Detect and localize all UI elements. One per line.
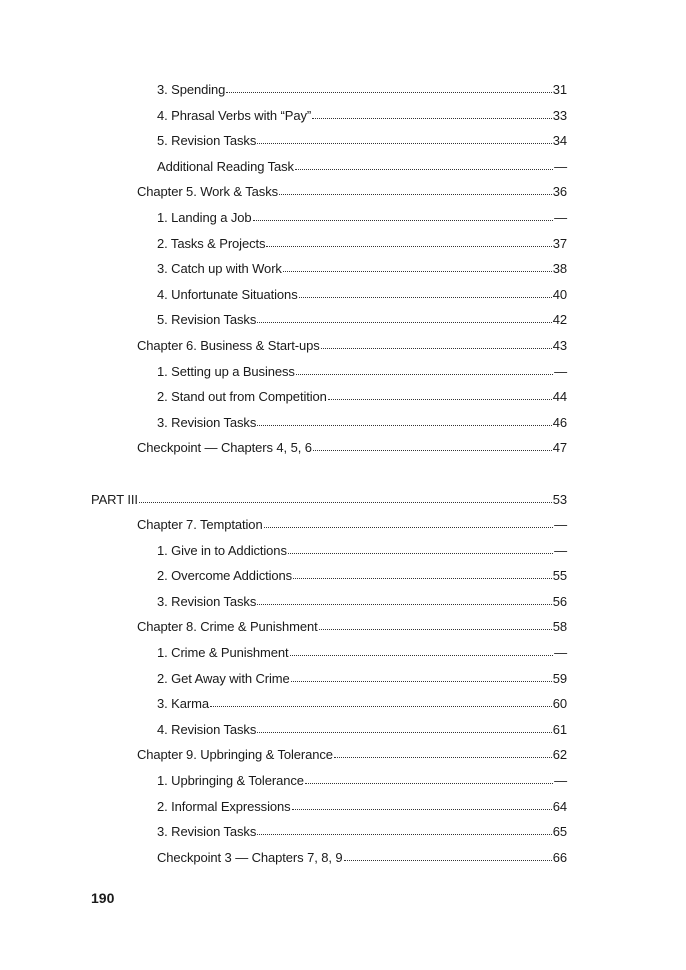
toc-entry xyxy=(0,742,686,768)
dot-leader xyxy=(299,296,552,298)
dot-leader xyxy=(291,680,552,682)
toc-entry xyxy=(0,77,686,103)
toc-entry xyxy=(0,487,686,513)
toc-entry-title: PART III xyxy=(91,491,138,507)
toc-entry-title: Chapter 5. Work & Tasks xyxy=(137,184,278,200)
dot-leader xyxy=(253,219,554,221)
dot-leader xyxy=(257,321,552,323)
toc-entry-page: 56 xyxy=(552,593,567,609)
toc-entry-page: 58 xyxy=(552,619,567,635)
toc-entry xyxy=(0,410,686,436)
toc-entry-title: 3. Revision Tasks xyxy=(157,824,257,840)
toc-entry xyxy=(0,666,686,692)
toc-entry xyxy=(0,614,686,640)
toc-entry-page: 40 xyxy=(552,286,567,302)
dot-leader xyxy=(334,756,552,758)
toc-entry xyxy=(0,589,686,615)
dot-leader xyxy=(257,833,552,835)
toc-entry xyxy=(0,359,686,385)
toc-entry xyxy=(0,231,686,257)
dot-leader xyxy=(257,424,552,426)
toc-entry xyxy=(0,563,686,589)
toc-entry xyxy=(0,128,686,154)
toc-entry-title: 3. Spending xyxy=(157,82,226,97)
toc-entry-title: Checkpoint — Chapters 4, 5, 6 xyxy=(137,440,312,456)
toc-entry-page: 38 xyxy=(552,261,567,277)
toc-entry-title: Additional Reading Task xyxy=(157,158,294,174)
dot-leader xyxy=(279,193,552,195)
toc-entry xyxy=(0,768,686,794)
toc-entry-title: 2. Get Away with Crime xyxy=(157,670,290,686)
toc-entry-title: 1. Crime & Punishment xyxy=(157,645,289,661)
toc-entry-title: 3. Karma xyxy=(157,696,209,712)
toc-entry xyxy=(0,538,686,564)
toc-entry-title: 1. Setting up a Business xyxy=(157,363,295,379)
toc-entry-page: 47 xyxy=(552,440,567,456)
toc-entry-title: 2. Overcome Addictions xyxy=(157,568,293,584)
dot-leader xyxy=(257,142,552,144)
toc-entry xyxy=(0,179,686,205)
toc-entry xyxy=(0,154,686,180)
toc-entry-title: 3. Revision Tasks xyxy=(157,593,257,609)
toc-entry-page: 37 xyxy=(552,235,567,251)
toc-entry-title: 2. Tasks & Projects xyxy=(157,235,266,251)
toc-entry-title: Chapter 6. Business & Start-ups xyxy=(137,337,320,353)
dot-leader xyxy=(344,859,552,861)
toc-entry-page: — xyxy=(554,158,567,174)
toc-entry-page: — xyxy=(554,542,567,558)
toc-entry-page: 66 xyxy=(552,849,567,865)
toc-entry-title: 2. Informal Expressions xyxy=(157,798,291,814)
toc-entry-page: 62 xyxy=(552,747,567,763)
toc-entry xyxy=(0,384,686,410)
toc-entry-page: — xyxy=(554,363,567,379)
toc-entry-title: 5. Revision Tasks xyxy=(157,312,257,328)
toc-entry-title: 2. Stand out from Competition xyxy=(157,389,327,405)
toc-entry-title: 1. Give in to Addictions xyxy=(157,542,287,558)
dot-leader xyxy=(292,808,552,810)
toc-entry-page: 61 xyxy=(552,721,567,737)
toc-entry-title: Checkpoint 3 — Chapters 7, 8, 9 xyxy=(157,849,343,865)
dot-leader xyxy=(328,398,552,400)
toc-entry xyxy=(0,845,686,871)
dot-leader xyxy=(321,347,552,349)
toc-entry-page: — xyxy=(554,209,567,225)
table-of-contents xyxy=(0,77,686,870)
dot-leader xyxy=(283,270,552,272)
toc-entry xyxy=(0,794,686,820)
toc-entry-title: Chapter 9. Upbringing & Tolerance xyxy=(137,747,333,763)
toc-entry-page: 59 xyxy=(552,670,567,686)
toc-entry xyxy=(0,256,686,282)
dot-leader xyxy=(305,782,553,784)
toc-entry-page: 46 xyxy=(552,414,567,430)
toc-entry xyxy=(0,717,686,743)
toc-entry-title: 3. Revision Tasks xyxy=(157,414,257,430)
toc-entry-page: 53 xyxy=(552,491,567,507)
toc-entry-title: 4. Revision Tasks xyxy=(157,721,257,737)
toc-entry xyxy=(0,205,686,231)
toc-entry-title: 3. Catch up with Work xyxy=(157,261,282,277)
toc-entry-page: 42 xyxy=(552,312,567,328)
dot-leader xyxy=(319,628,552,630)
dot-leader xyxy=(139,501,552,503)
toc-entry-page: 31 xyxy=(552,82,567,97)
toc-entry-title: 5. Revision Tasks xyxy=(157,133,257,149)
toc-entry-title: Chapter 7. Temptation xyxy=(137,517,263,533)
toc-entry xyxy=(0,103,686,129)
dot-leader xyxy=(296,373,553,375)
toc-entry-page: 34 xyxy=(552,133,567,149)
dot-leader xyxy=(257,731,552,733)
dot-leader xyxy=(257,603,552,605)
dot-leader xyxy=(266,245,551,247)
dot-leader xyxy=(312,117,552,119)
toc-entry-page: 36 xyxy=(552,184,567,200)
dot-leader xyxy=(288,552,553,554)
toc-entry-title: 1. Landing a Job xyxy=(157,209,252,225)
toc-entry xyxy=(0,282,686,308)
dot-leader xyxy=(293,577,552,579)
page-number: 190 xyxy=(91,890,115,906)
toc-entry xyxy=(0,333,686,359)
dot-leader xyxy=(210,705,552,707)
toc-entry-page: 43 xyxy=(552,337,567,353)
toc-entry xyxy=(0,640,686,666)
dot-leader xyxy=(313,449,552,451)
toc-entry xyxy=(0,512,686,538)
toc-entry-page: 65 xyxy=(552,824,567,840)
dot-leader xyxy=(295,168,553,170)
toc-entry xyxy=(0,819,686,845)
toc-entry-page: — xyxy=(554,517,567,533)
toc-entry-page: — xyxy=(554,773,567,789)
dot-leader xyxy=(290,654,554,656)
toc-entry-title: 1. Upbringing & Tolerance xyxy=(157,773,304,789)
toc-entry-title: Chapter 8. Crime & Punishment xyxy=(137,619,318,635)
toc-entry xyxy=(0,435,686,461)
toc-entry-page: 64 xyxy=(552,798,567,814)
toc-entry xyxy=(0,307,686,333)
toc-entry-page: 33 xyxy=(552,107,567,123)
toc-entry-page: 55 xyxy=(552,568,567,584)
toc-entry-page: — xyxy=(554,645,567,661)
toc-entry-page: 60 xyxy=(552,696,567,712)
toc-entry-page: 44 xyxy=(552,389,567,405)
toc-entry-title: 4. Unfortunate Situations xyxy=(157,286,298,302)
toc-entry-title: 4. Phrasal Verbs with “Pay” xyxy=(157,107,312,123)
toc-entry xyxy=(0,691,686,717)
dot-leader xyxy=(226,91,551,93)
dot-leader xyxy=(264,526,554,528)
